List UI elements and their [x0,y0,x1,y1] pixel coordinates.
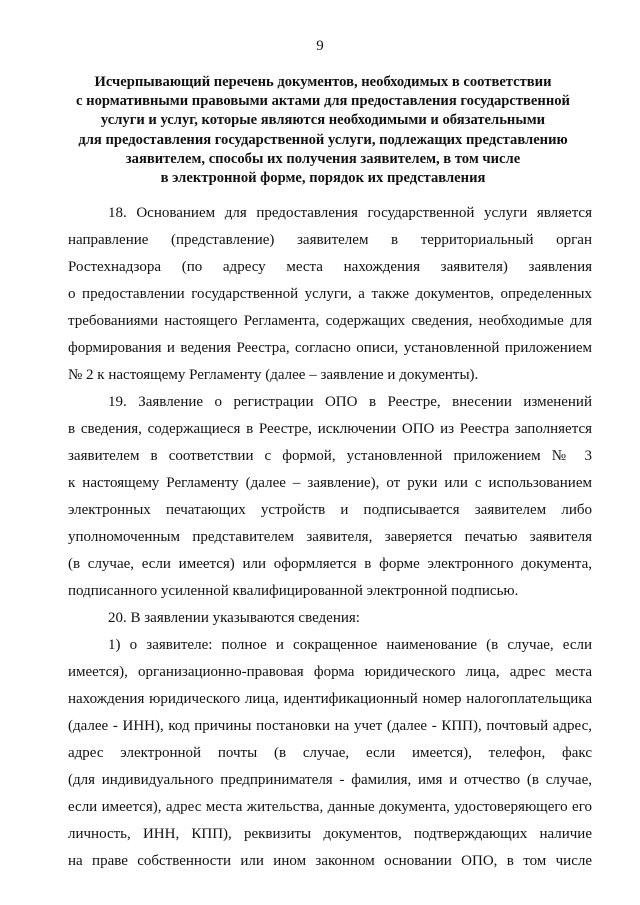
paragraph-20-line: 20. В заявлении указываются сведения: [108,610,360,626]
item-1-line: если имеется), адрес места жительства, данные документа, удостоверяющего его [68,799,592,815]
paragraph-18-line: № 2 к настоящему Регламенту (далее – заявление и документы). [68,367,479,383]
paragraph-19-line: 19. Заявление о регистрации ОПО в Реестре, внесении изменений [108,394,592,410]
paragraph-19-line: уполномоченным представителем заявителя, заверяется печатью заявителя [68,529,592,545]
paragraph-19-line: заявителем в соответствии с формой, установленной приложением № 3 [68,448,592,464]
heading-line: услуги и услуг, которые являются необходимыми и обязательными [100,112,546,129]
page-number: 9 [316,38,324,54]
item-1-line: (далее - ИНН), код причины постановки на учет (далее - КПП), почтовый адрес, [68,718,592,734]
heading-line: Исчерпывающий перечень документов, необходимых в соответствии [94,74,552,90]
item-1-line: (для индивидуального предпринимателя - фамилия, имя и отчество (в случае, [68,772,592,788]
heading-line: в электронной форме, порядок их представления [160,170,486,187]
heading-line: для предоставления государственной услуги, подлежащих представлению [78,131,568,148]
paragraph-18-line: формирования и ведения Реестра, согласно описи, установленной приложением [68,340,592,356]
item-1-line: 1) о заявителе: полное и сокращенное наименование (в случае, если [108,637,592,653]
paragraph-18-line: требованиями настоящего Регламента, содержащих сведения, необходимые для [68,313,592,329]
paragraph-19-line: электронных печатающих устройств и подписывается заявителем либо [68,502,592,518]
paragraph-18-line: направление (представление) заявителем в территориальный орган [68,232,592,248]
item-1-line: имеется), организационно-правовая форма юридического лица, адрес места [68,664,592,680]
paragraph-19-line: в сведения, содержащиеся в Реестре, исключении ОПО из Реестра заполняется [68,421,592,437]
section-heading [60,73,586,188]
paragraph-19-line: (в случае, если имеется) или оформляется в форме электронного документа, [68,556,592,572]
heading-line: заявителем, способы их получения заявителем, в том числе [125,150,521,167]
heading-line: с нормативными правовыми актами для предоставления государственной [76,93,570,110]
item-1-line: адрес электронной почты (в случае, если имеется), телефон, факс [68,745,592,761]
item-1-line: личность, ИНН, КПП), реквизиты документов, подтверждающих наличие [68,826,592,842]
item-1-line: нахождения юридического лица, идентификационный номер налогоплательщика [68,691,592,707]
item-1-line: на праве собственности или ином законном основании ОПО, в том числе [68,853,592,869]
body-text [68,200,592,875]
paragraph-18-line: 18. Основанием для предоставления государственной услуги является [108,205,592,221]
paragraph-18-line: о предоставлении государственной услуги, а также документов, определенных [68,286,592,302]
paragraph-19-line: к настоящему Регламенту (далее – заявление), от руки или с использованием [68,475,592,491]
paragraph-18-line: Ростехнадзора (по адресу места нахождения заявителя) заявления [68,259,592,275]
paragraph-19-line: подписанного усиленной квалифицированной электронной подписью. [68,583,519,599]
